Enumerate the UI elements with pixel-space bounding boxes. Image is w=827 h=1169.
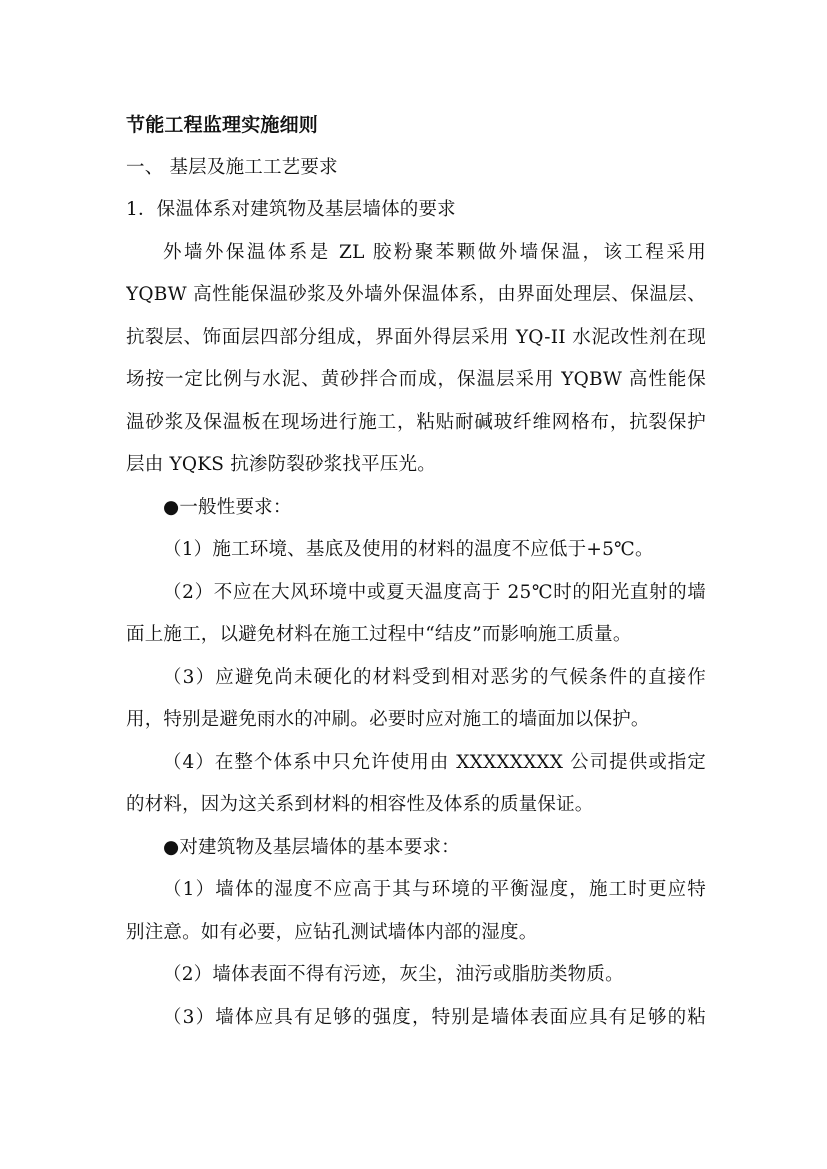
- subsection-heading: 1．保温体系对建筑物及基层墙体的要求: [126, 199, 456, 220]
- general-item-4: （4）在整个体系中只允许使用由 XXXXXXXX 公司提供或指定: [163, 751, 706, 773]
- general-item-3: （3）应避免尚未硬化的材料受到相对恶劣的气候条件的直接作: [163, 666, 706, 688]
- wall-item-2: （2）墙体表面不得有污迹，灰尘，油污或脂肪类物质。: [163, 964, 624, 985]
- wall-item-3: （3）墙体应具有足够的强度，特别是墙体表面应具有足够的粘: [163, 1006, 706, 1028]
- wall-item-1: （1）墙体的湿度不应高于其与环境的平衡湿度，施工时更应特: [163, 879, 706, 900]
- paragraph-line: 外墙外保温体系是 ZL 胶粉聚苯颗做外墙保温，该工程采用: [163, 241, 706, 263]
- general-item-4-cont: 的材料，因为这关系到材料的相容性及体系的质量保证。: [126, 794, 594, 815]
- document-body: [126, 104, 706, 1039]
- general-requirements-heading: ●一般性要求：: [163, 496, 292, 518]
- paragraph-line: 抗裂层、饰面层四部分组成，界面外得层采用 YQ-II 水泥改性剂在现: [126, 326, 706, 348]
- wall-item-1-cont: 别注意。如有必要，应钻孔测试墙体内部的湿度。: [126, 921, 538, 943]
- paragraph-line: YQBW 高性能保温砂浆及外墙外保温体系，由界面处理层、保温层、: [126, 284, 706, 305]
- general-item-3-cont: 用，特别是避免雨水的冲刷。必要时应对施工的墙面加以保护。: [126, 709, 650, 730]
- paragraph-line: 层由 YQKS 抗渗防裂砂浆找平压光。: [126, 454, 436, 475]
- document-title: 节能工程监理实施细则: [126, 114, 319, 136]
- section-heading: 一、 基层及施工工艺要求: [126, 156, 338, 178]
- wall-requirements-heading: ●对建筑物及基层墙体的基本要求：: [163, 836, 460, 858]
- paragraph-line: 温砂浆及保温板在现场进行施工，粘贴耐碱玻纤维网格布，抗裂保护: [126, 411, 706, 433]
- general-item-1: （1）施工环境、基底及使用的材料的温度不应低于+5℃。: [163, 539, 654, 560]
- paragraph-line: 场按一定比例与水泥、黄砂拌合而成，保温层采用 YQBW 高性能保: [126, 369, 706, 390]
- general-item-2-cont: 面上施工，以避免材料在施工过程中“结皮”而影响施工质量。: [126, 624, 632, 645]
- general-item-2: （2）不应在大风环境中或夏天温度高于 25℃时的阳光直射的墙: [163, 581, 706, 603]
